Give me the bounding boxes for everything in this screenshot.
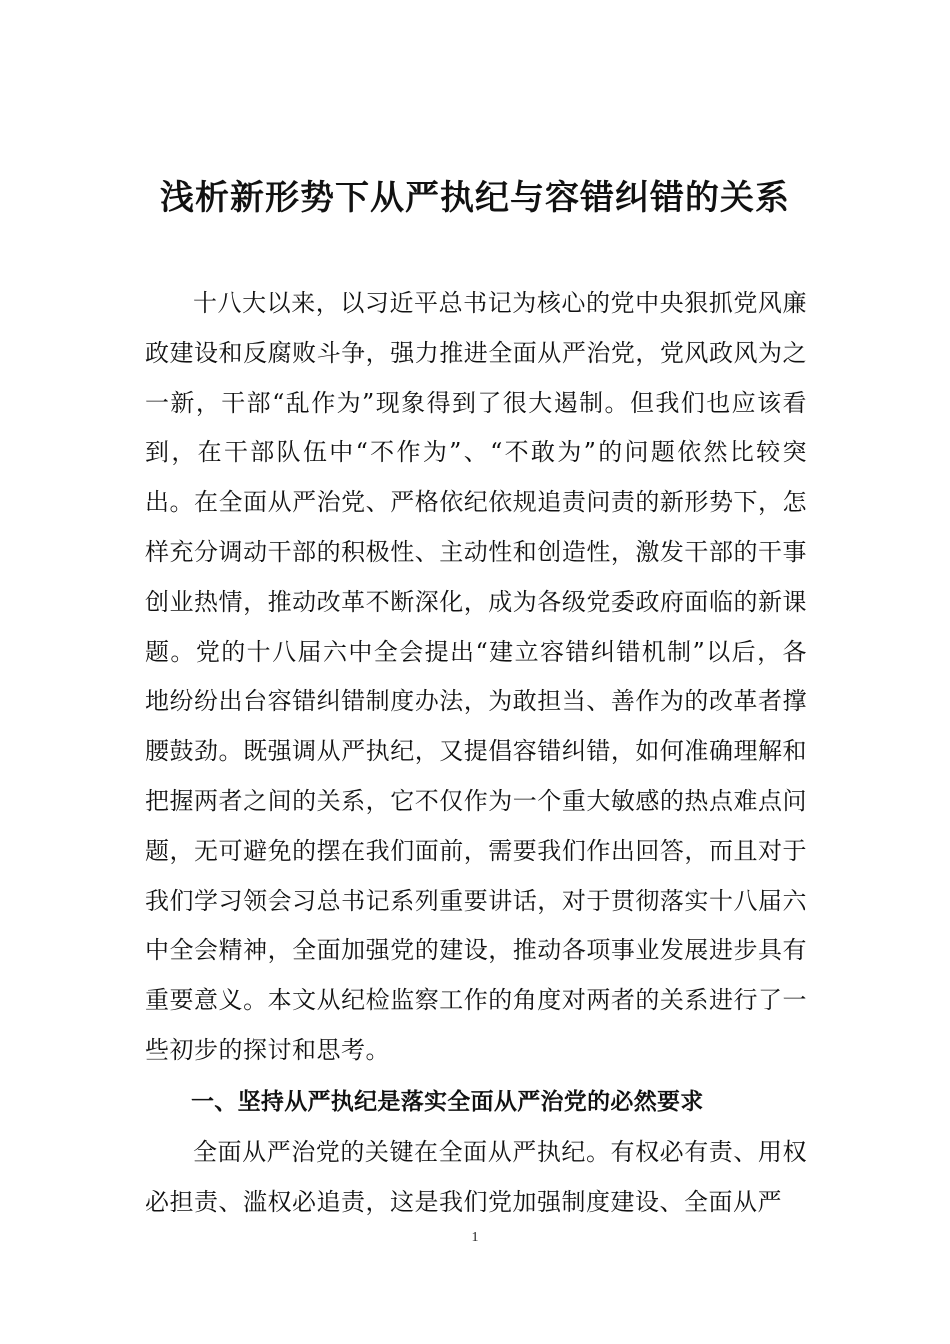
section-1-paragraph: 全面从严治党的关键在全面从严执纪。有权必有责、用权必担责、滥权必追责，这是我们党加强制度建设、全面从严 (145, 1137, 807, 1216)
intro-paragraph: 十八大以来，以习近平总书记为核心的党中央狠抓党风廉政建设和反腐败斗争，强力推进全面从严治党，党风政风为之一新，干部“乱作为”现象得到了很大遏制。但我们也应该看到，在干部队伍中“不作为”、“不敢为”的问题依然比较突出。在全面从严治党、严格依纪依规追责问责的新形势下，怎样充分调动干部的积极性、主动性和创造性，激发干部的干事创业热情，推动改革不断深化，成为各级党委政府面临的新课题。党的十八届六中全会提出“建立容错纠错机制”以后，各地纷纷出台容错纠错制度办法，为敢担当、善作为的改革者撑腰鼓劲。既强调从严执纪，又提倡容错纠错，如何准确理解和把握两者之间的关系，它不仅作为一个重大敏感的热点难点问题，无可避免的摆在我们面前，需要我们作出回答，而且对于我们学习领会习总书记系列重要讲话，对于贯彻落实十八届六中全会精神，全面加强党的建设，推动各项事业发展进步具有重要意义。本文从纪检监察工作的角度对两者的关系进行了一些初步的探讨和思考。 (145, 289, 807, 1064)
document-title: 浅析新形势下从严执纪与容错纠错的关系 (160, 178, 790, 218)
section-heading-1: 一、坚持从严执纪是落实全面从严治党的必然要求 (191, 1088, 704, 1115)
page-number: 1 (471, 1230, 479, 1245)
document-body (145, 279, 807, 1227)
